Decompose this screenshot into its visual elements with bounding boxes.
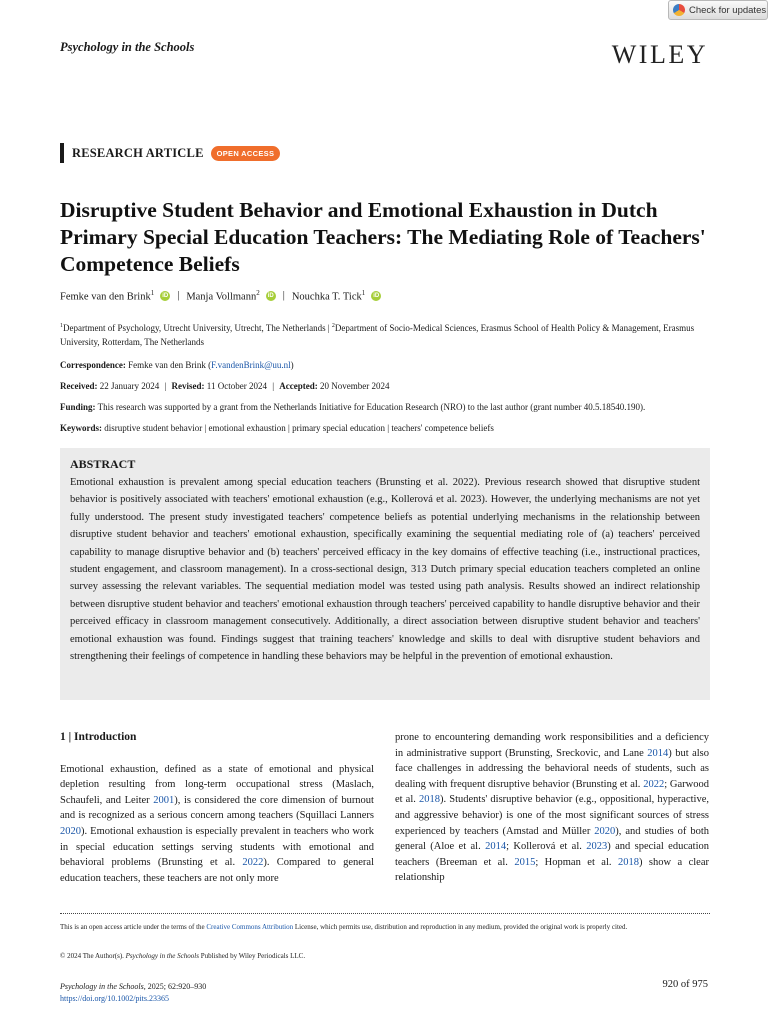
affiliations: $^1$Department of Psychology, Utrecht University, Utrecht, The Netherlands | $^2$Department of Socio-Medical Sciences, Erasmus School of Health Policy & Management, Erasmus University, Rotterdam, The Netherlands (60, 323, 695, 347)
copyright-notice: © 2024 The Author(s). Psychology in the Schools Published by Wiley Periodicals LLC. (60, 952, 306, 960)
check-for-updates-button[interactable] (668, 0, 768, 20)
citation-link[interactable]: 2014 (647, 747, 669, 759)
open-access-badge: OPEN ACCESS (211, 146, 281, 161)
author-list (60, 289, 381, 303)
correspondence-email-link[interactable]: F.vandenBrink@uu.nl (211, 360, 291, 370)
check-for-updates-label: Check for updates (689, 4, 767, 16)
page-number: 920 of 975 (662, 979, 708, 990)
abstract-text: Emotional exhaustion is prevalent among special education teachers (Brunsting et al. 2022). Previous research showed that disruptive student behavior is positively associated with teachers' emotional exhaustion (e.g., Kollerová et al. 2023). However, the underlying mechanisms are not yet fully understood. The present study investigated teachers' competence beliefs as potential underlying mechanisms in the relationship between disruptive student behavior and teachers' emotional exhaustion, specifically examining the sequential mediating role of (a) teachers' perceived capability to manage disruptive behavior and (b) teachers' perceived efficacy in the key domains of effective teaching (i.e., instructional practices, student engagement, and classroom management). In a cross-sectional design, 313 Dutch primary special education teachers completed an online survey assessing the relevant variables. The sequential mediation model was tested using path analysis. Results showed an indirect relationship between disruptive student behavior and teachers' emotional exhaustion through teachers' perceived capability to handle disruptive behavior and their perceived efficacy in classroom management consecutively. Additionally, a direct association between disruptive student behavior and teachers' emotional exhaustion was found. Findings suggest that training teachers' knowledge and skills to deal with disruptive student behaviors and strengthening their feelings of competence in handling these behaviors may be helpful in the prevention of emotional exhaustion. (70, 477, 700, 663)
abstract-section (60, 448, 710, 700)
doi-link[interactable]: https://doi.org/10.1002/pits.23365 (60, 994, 169, 1003)
orcid-icon[interactable]: iD (162, 292, 169, 299)
article-type (60, 143, 280, 163)
author-separator: | (282, 290, 285, 302)
author-separator: | (177, 290, 180, 302)
author-name[interactable]: Manja Vollmann$^2$ (186, 289, 260, 303)
license-notice: This is an open access article under the terms of the Creative Commons Attribution License, which permits use, distribution and reproduction in any medium, provided the original work is properly cited. (60, 923, 628, 931)
orcid-icon[interactable]: iD (373, 292, 380, 299)
orcid-icon[interactable]: iD (267, 292, 274, 299)
cc-license-link[interactable]: Creative Commons Attribution (206, 923, 294, 931)
article-dates: Received: 22 January 2024 | Revised: 11 October 2024 | Accepted: 20 November 2024 (60, 381, 390, 391)
paragraph: Emotional exhaustion, defined as a state of emotional and physical depletion resulting from long-term occupational stress (Maslach, Schaufeli, and Leiter 2001), is considered the core dimension of burnout and is recognized as a serious concern among teachers (Squillaci Lanners 2020). Emotional exhaustion is especially prevalent in teachers who work in special education settings serving students with emotional and behavioral problems (Brunsting et al. 2022). Compared to general education teachers, these teachers are not only more (60, 763, 374, 884)
citation-info: Psychology in the Schools, 2025; 62:920–930 https://doi.org/10.1002/pits.23365 (60, 982, 207, 1003)
funding: Funding: This research was supported by a grant from the Netherlands Initiative for Education Research (NRO) to the last author (grant number 40.5.18540.190). (60, 402, 646, 412)
citation-link[interactable]: 2015 (514, 856, 536, 868)
citation-link[interactable]: 2020 (60, 825, 81, 837)
citation-link[interactable]: 2001 (153, 794, 175, 806)
author-name[interactable]: Nouchka T. Tick$^1$ (291, 289, 366, 303)
body-column-right (395, 730, 709, 886)
citation-link[interactable]: 2022 (643, 778, 665, 790)
article-type-label: RESEARCH ARTICLE (72, 145, 204, 160)
crossmark-icon (673, 4, 685, 16)
paragraph: prone to encountering demanding work responsibilities and a deficiency in administrative support (Brunsting, Sreckovic, and Lane 2014) but also face challenges in addressing the behavioral needs of students, such as dealing with frequent disruptive behavior (Brunsting et al. 2022; Garwood et al. 2018). Students' disruptive behavior (e.g., oppositional, hyperactive, and aggressive behavior) is one of the most significant sources of stress experienced by teachers (Amstad and Müller 2020), and studies of both general (Aloe et al. 2014; Kollerová et al. 2023) and special education teachers (Breeman et al. 2015; Hopman et al. 2018) show a clear relationship (395, 732, 709, 884)
author-name[interactable]: Femke van den Brink$^1$ (60, 289, 155, 303)
section-heading: 1 | Introduction (60, 731, 137, 743)
citation-link[interactable]: 2018 (617, 856, 639, 868)
footnote-divider (60, 913, 710, 914)
citation-link[interactable]: 2014 (485, 841, 507, 853)
citation-link[interactable]: 2020 (594, 825, 616, 837)
citation-link[interactable]: 2023 (586, 841, 608, 853)
body-column-left (60, 730, 374, 886)
citation-link[interactable]: 2022 (242, 857, 264, 869)
article-title: Disruptive Student Behavior and Emotional Exhaustion in Dutch Primary Special Education Teachers: The Mediating Role of Teachers' Competence Beliefs (60, 198, 706, 276)
abstract-heading: ABSTRACT (70, 457, 136, 471)
article-type-bar (60, 143, 64, 163)
publisher-logo: WILEY (611, 40, 708, 69)
keywords: Keywords: disruptive student behavior | emotional exhaustion | primary special education | teachers' competence beliefs (60, 423, 494, 433)
journal-name: Psychology in the Schools (60, 40, 195, 54)
correspondence: Correspondence: Femke van den Brink (F.vandenBrink@uu.nl) (60, 360, 294, 370)
citation-link[interactable]: 2018 (419, 794, 440, 806)
